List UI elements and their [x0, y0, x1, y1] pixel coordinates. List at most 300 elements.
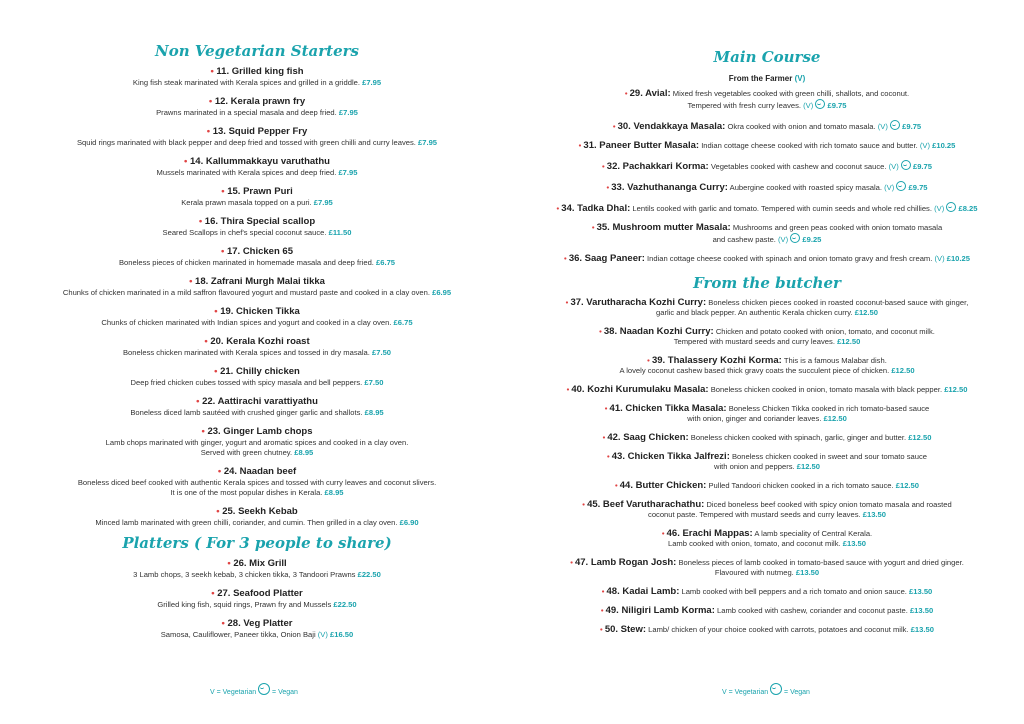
bullet-icon: •: [606, 452, 612, 461]
description-text: Lamb chops marinated with ginger, yogurt and aromatic spices and cooked in a clay oven.: [105, 438, 409, 447]
item-name: 17. Chicken 65: [226, 246, 293, 257]
item-description: [12, 448, 502, 458]
menu-item: [522, 606, 1012, 616]
spacer: [12, 358, 502, 366]
description-text: Samosa, Cauliflower, Paneer tikka, Onion Baji: [160, 630, 316, 639]
item-description: [12, 438, 502, 448]
item-name: 38. Naadan Kozhi Curry:: [603, 326, 714, 337]
item-name-line: [12, 588, 502, 600]
bullet-icon: •: [602, 433, 608, 442]
description-text: Seared Scallops in chef's special coconut sauce.: [162, 228, 327, 237]
menu-item: [522, 327, 1012, 347]
item-price: £12.50: [837, 337, 861, 346]
butcher-title: From the butcher: [693, 274, 841, 292]
description-text: Lamb cooked with cashew, coriander and coconut paste.: [717, 606, 908, 615]
description-text: Lentils cooked with garlic and tomato. Tempered with cumin seeds and whole red chillies.: [632, 204, 932, 213]
item-price: £9.75: [902, 122, 922, 131]
description-text: coconut paste. Tempered with mustard seeds and curry leaves.: [648, 510, 861, 519]
item-price: £13.50: [910, 625, 934, 634]
description-text: Mushrooms and green peas cooked with onion tomato masala: [732, 223, 943, 232]
spacer: [12, 118, 502, 126]
menu-item: [12, 156, 502, 178]
description-text: Indian cottage cheese cooked with rich tomato sauce and butter.: [701, 141, 918, 150]
item-description: [12, 408, 502, 418]
bullet-icon: •: [556, 204, 562, 213]
spacer: [12, 298, 502, 306]
bullet-icon: •: [201, 426, 208, 437]
vegan-icon: [946, 202, 956, 212]
description-text: Lamb cooked with onion, tomato, and coconut milk.: [667, 539, 841, 548]
menu-item: [12, 618, 502, 640]
veg-mark: (V): [877, 122, 888, 131]
item-description: [522, 366, 1012, 376]
description-text: Boneless chicken marinated with Kerala spices and tossed in dry masala.: [122, 348, 370, 357]
item-price: £8.95: [294, 448, 314, 457]
bullet-icon: •: [606, 183, 612, 192]
bullet-icon: •: [227, 558, 234, 569]
menu-item: [522, 89, 1012, 111]
description-text: Grilled king fish, squid rings, Prawn fry and Mussels: [157, 600, 332, 609]
item-price: £13.50: [795, 568, 820, 577]
item-name: 32. Pachakkari Korma:: [606, 161, 709, 172]
item-price: £12.50: [895, 481, 919, 490]
item-description: [522, 337, 1012, 347]
vegan-icon: [790, 233, 800, 243]
item-name: 31. Paneer Butter Masala:: [583, 140, 700, 151]
menu-item: [12, 506, 502, 528]
spacer: [522, 318, 1012, 327]
vegan-icon: [258, 683, 270, 695]
item-description: [522, 385, 1012, 395]
description-text: Boneless pieces of chicken marinated in homemade masala and deep fried.: [118, 258, 374, 267]
menu-item: [522, 587, 1012, 597]
spacer: [522, 520, 1012, 529]
bullet-icon: •: [217, 466, 224, 477]
item-price: £12.50: [823, 414, 847, 423]
item-name-line: [12, 506, 502, 518]
starters-title: Non Vegetarian Starters: [155, 42, 359, 60]
platters-list: [12, 558, 502, 640]
item-description: [12, 138, 502, 148]
item-name: 50. Stew:: [604, 624, 647, 635]
description-text: Vegetables cooked with cashew and coconut sauce.: [710, 162, 887, 171]
spacer: [522, 424, 1012, 433]
item-name: 48. Kadai Lamb:: [606, 586, 680, 597]
bullet-icon: •: [566, 385, 572, 394]
item-description: [522, 327, 1012, 337]
item-price: £7.95: [338, 108, 358, 117]
vegan-icon: [815, 99, 825, 109]
item-name-line: [12, 156, 502, 168]
vegan-icon: [770, 683, 782, 695]
description-text: A lovely coconut cashew based thick gravy coats the succulent piece of chicken.: [619, 366, 890, 375]
spacer: [522, 443, 1012, 452]
description-text: Kerala prawn masala topped on a puri.: [181, 198, 312, 207]
item-description: [522, 254, 1012, 264]
starters-list: [12, 66, 502, 528]
bullet-icon: •: [614, 481, 620, 490]
item-name: 27. Seafood Platter: [217, 588, 303, 599]
spacer: [12, 388, 502, 396]
item-name: 49. Niligiri Lamb Korma:: [605, 605, 715, 616]
item-name: 47. Lamb Rogan Josh:: [574, 557, 677, 568]
menu-item: [12, 558, 502, 580]
item-description: [12, 630, 502, 640]
description-text: Flavoured with nutmeg.: [714, 568, 794, 577]
item-name: 15. Prawn Puri: [227, 186, 293, 197]
description-text: Lamb cooked with bell peppers and a rich tomato and onion sauce.: [681, 587, 907, 596]
item-name: 42. Saag Chicken:: [607, 432, 689, 443]
item-name: 24. Naadan beef: [223, 466, 297, 477]
veg-mark: (V): [317, 630, 328, 639]
bullet-icon: •: [184, 156, 191, 167]
veg-mark: (V): [803, 101, 814, 110]
item-name: 29. Avial:: [629, 88, 671, 99]
bullet-icon: •: [221, 618, 228, 629]
item-description: [522, 587, 1012, 597]
item-name: 41. Chicken Tikka Masala:: [609, 403, 727, 414]
spacer: [12, 580, 502, 588]
description-text: Chunks of chicken marinated in a mild saffron flavoured yogurt and mustard paste and cooked in a clay oven.: [62, 288, 430, 297]
description-text: Boneless chicken cooked in onion, tomato masala with black pepper.: [710, 385, 943, 394]
item-name: 28. Veg Platter: [227, 618, 293, 629]
item-name: 25. Seekh Kebab: [222, 506, 298, 517]
bullet-icon: •: [214, 306, 221, 317]
description-text: with onion, ginger and coriander leaves.: [687, 414, 822, 423]
description-text: Aubergine cooked with roasted spicy masala.: [729, 183, 883, 192]
bullet-icon: •: [208, 96, 215, 107]
item-name: 44. Butter Chicken:: [619, 480, 707, 491]
veg-mark: (V): [884, 183, 895, 192]
bullet-icon: •: [604, 404, 610, 413]
item-price: £7.95: [313, 198, 333, 207]
item-description: [522, 202, 1012, 214]
description-text: Pulled Tandoori chicken cooked in a rich tomato sauce.: [708, 481, 894, 490]
item-description: [522, 539, 1012, 549]
menu-item: [522, 529, 1012, 549]
spacer: [522, 472, 1012, 481]
item-price: £6.90: [399, 518, 419, 527]
spacer: [522, 172, 1012, 181]
item-description: [522, 233, 1012, 245]
item-name: 23. Ginger Lamb chops: [207, 426, 313, 437]
item-price: £12.50: [944, 385, 968, 394]
bullet-icon: •: [204, 336, 211, 347]
item-price: £7.95: [362, 78, 382, 87]
bullet-icon: •: [211, 588, 218, 599]
item-description: [522, 606, 1012, 616]
description-text: This is a famous Malabar dish.: [783, 356, 887, 365]
item-description: [522, 529, 1012, 539]
item-price: £7.95: [418, 138, 438, 147]
spacer: [522, 151, 1012, 160]
description-text: Boneless diced beef cooked with authentic Kerala spices and tossed with curry leaves and coconut slivers.: [77, 478, 437, 487]
item-name-line: [12, 96, 502, 108]
menu-item: [12, 216, 502, 238]
bullet-icon: •: [612, 122, 618, 131]
item-description: [522, 223, 1012, 233]
left-legend: [210, 683, 298, 696]
item-description: [12, 288, 502, 298]
menu-item: [522, 625, 1012, 635]
item-name: 30. Vendakkaya Masala:: [617, 121, 726, 132]
item-description: [522, 141, 1012, 151]
spacer: [12, 208, 502, 216]
bullet-icon: •: [216, 506, 223, 517]
item-name-line: [12, 246, 502, 258]
item-name-line: [12, 426, 502, 438]
menu-item: [522, 120, 1012, 132]
spacer: [12, 148, 502, 156]
item-name: 39. Thalassery Kozhi Korma:: [651, 355, 782, 366]
item-description: [12, 478, 502, 488]
item-price: £6.75: [393, 318, 413, 327]
right-legend: [722, 683, 810, 696]
menu-item: [12, 186, 502, 208]
spacer: [522, 395, 1012, 404]
legend-v-text: V = Vegetarian: [210, 689, 257, 696]
spacer: [12, 328, 502, 336]
menu-item: [522, 202, 1012, 214]
item-description: [12, 258, 502, 268]
item-name: 40. Kozhi Kurumulaku Masala:: [571, 384, 709, 395]
menu-item: [522, 223, 1012, 245]
veg-mark: (V): [919, 141, 930, 150]
menu-item: [522, 404, 1012, 424]
legend-vegan-text: = Vegan: [784, 689, 810, 696]
item-description: [522, 433, 1012, 443]
menu-item: [522, 298, 1012, 318]
menu-item: [12, 336, 502, 358]
item-description: [522, 99, 1012, 111]
item-name-line: [12, 216, 502, 228]
item-price: £10.25: [946, 254, 970, 263]
item-price: £22.50: [333, 600, 357, 609]
item-description: [522, 120, 1012, 132]
item-name: 11. Grilled king fish: [216, 66, 304, 77]
legend-vegan-text: = Vegan: [272, 689, 298, 696]
description-text: Okra cooked with onion and tomato masala.: [727, 122, 876, 131]
menu-item: [522, 385, 1012, 395]
item-name-line: [12, 186, 502, 198]
description-text: Prawns marinated in a special masala and deep fried.: [156, 108, 337, 117]
main-course-title: Main Course: [713, 48, 821, 66]
item-description: [522, 625, 1012, 635]
bullet-icon: •: [600, 606, 606, 615]
veg-mark: (V): [934, 204, 945, 213]
description-text: Minced lamb marinated with green chilli, coriander, and cumin. Then grilled in a clay oven.: [95, 518, 398, 527]
menu-item: [522, 500, 1012, 520]
spacer: [522, 111, 1012, 120]
item-description: [12, 78, 502, 88]
platters-title: Platters ( For 3 people to share): [122, 534, 392, 552]
bullet-icon: •: [591, 223, 597, 232]
menu-item: [12, 126, 502, 148]
bullet-icon: •: [221, 186, 228, 197]
bullet-icon: •: [570, 558, 575, 567]
item-description: [522, 510, 1012, 520]
right-column: [522, 0, 1012, 635]
butcher-list: [522, 298, 1012, 635]
menu-item: [12, 426, 502, 458]
farmer-label: From the Farmer: [728, 74, 793, 83]
item-name: 20. Kerala Kozhi roast: [210, 336, 310, 347]
description-text: 3 Lamb chops, 3 seekh kebab, 3 chicken tikka, 3 Tandoori Prawns: [133, 570, 356, 579]
item-description: [522, 452, 1012, 462]
vegan-icon: [890, 120, 900, 130]
item-name: 18. Zafrani Murgh Malai tikka: [195, 276, 325, 287]
bullet-icon: •: [210, 66, 217, 77]
item-price: £16.50: [330, 630, 354, 639]
spacer: [12, 178, 502, 186]
menu-item: [12, 588, 502, 610]
item-price: £7.50: [372, 348, 392, 357]
farmer-subheading: [522, 74, 1012, 83]
menu-item: [522, 254, 1012, 264]
item-description: [12, 168, 502, 178]
item-price: £9.75: [827, 101, 847, 110]
item-price: £10.25: [932, 141, 956, 150]
bullet-icon: •: [564, 254, 569, 263]
item-description: [522, 500, 1012, 510]
item-price: £22.50: [357, 570, 381, 579]
bullet-icon: •: [582, 500, 588, 509]
description-text: Boneless chicken pieces cooked in roasted coconut-based sauce with ginger,: [708, 298, 969, 307]
spacer: [12, 418, 502, 426]
item-description: [12, 198, 502, 208]
item-price: £6.75: [376, 258, 396, 267]
item-description: [522, 481, 1012, 491]
bullet-icon: •: [221, 246, 227, 257]
description-text: Mussels marinated with Kerala spices and deep fried.: [156, 168, 337, 177]
bullet-icon: •: [647, 356, 652, 365]
description-text: Tempered with fresh curry leaves.: [687, 101, 801, 110]
item-price: £12.50: [854, 308, 878, 317]
item-name: 19. Chicken Tikka: [220, 306, 300, 317]
item-description: [12, 348, 502, 358]
menu-item: [12, 276, 502, 298]
description-text: Served with green chutney.: [200, 448, 293, 457]
item-description: [522, 181, 1012, 193]
menu-item: [522, 481, 1012, 491]
item-description: [12, 318, 502, 328]
item-description: [522, 568, 1012, 578]
item-description: [522, 89, 1012, 99]
bullet-icon: •: [206, 126, 213, 137]
item-price: £13.50: [862, 510, 886, 519]
item-name-line: [12, 66, 502, 78]
item-price: £7.50: [364, 378, 384, 387]
item-name: 21. Chilly chicken: [220, 366, 300, 377]
bullet-icon: •: [196, 396, 203, 407]
menu-item: [522, 181, 1012, 193]
menu-item: [12, 246, 502, 268]
description-text: Tempered with mustard seeds and curry leaves.: [673, 337, 835, 346]
spacer: [12, 610, 502, 618]
item-name-line: [12, 336, 502, 348]
item-price: £12.50: [796, 462, 820, 471]
item-name: 43. Chicken Tikka Jalfrezi:: [611, 451, 730, 462]
item-name-line: [12, 618, 502, 630]
spacer: [12, 268, 502, 276]
item-description: [12, 378, 502, 388]
bullet-icon: •: [602, 162, 607, 171]
item-price: £12.50: [908, 433, 932, 442]
bullet-icon: •: [599, 327, 604, 336]
bullet-icon: •: [214, 366, 221, 377]
bullet-icon: •: [624, 89, 630, 98]
item-price: £8.25: [958, 204, 978, 213]
item-name-line: [12, 466, 502, 478]
item-name: 35. Mushroom mutter Masala:: [596, 222, 731, 233]
menu-item: [12, 96, 502, 118]
item-name: 36. Saag Paneer:: [568, 253, 645, 264]
menu-item: [522, 452, 1012, 472]
item-name: 46. Erachi Mappas:: [666, 528, 753, 539]
item-name: 37. Varutharacha Kozhi Curry:: [570, 297, 707, 308]
description-text: Boneless chicken cooked with spinach, garlic, ginger and butter.: [690, 433, 907, 442]
description-text: Squid rings marinated with black pepper and deep fried and tossed with green chilli and curry leaves.: [76, 138, 416, 147]
item-description: [12, 108, 502, 118]
item-description: [12, 570, 502, 580]
menu-item: [12, 466, 502, 498]
description-text: It is one of the most popular dishes in Kerala.: [170, 488, 323, 497]
vegan-icon: [896, 181, 906, 191]
item-description: [522, 404, 1012, 414]
spacer: [12, 458, 502, 466]
veg-mark: (V): [934, 254, 945, 263]
description-text: Chicken and potato cooked with onion, tomato, and coconut milk.: [715, 327, 935, 336]
spacer: [522, 578, 1012, 587]
item-name-line: [12, 396, 502, 408]
item-name: 13. Squid Pepper Fry: [212, 126, 308, 137]
item-name-line: [12, 126, 502, 138]
description-text: with onion and peppers.: [714, 462, 795, 471]
item-price: £6.95: [432, 288, 452, 297]
item-description: [522, 308, 1012, 318]
item-name: 14. Kallummakkayu varuthathu: [190, 156, 330, 167]
item-description: [12, 518, 502, 528]
item-price: £9.75: [908, 183, 928, 192]
item-price: £7.95: [338, 168, 358, 177]
description-text: Boneless diced lamb sautéed with crushed ginger garlic and shallots.: [130, 408, 363, 417]
spacer: [522, 597, 1012, 606]
item-description: [522, 414, 1012, 424]
farmer-list: [522, 89, 1012, 264]
menu-item: [522, 433, 1012, 443]
item-price: £13.50: [909, 606, 934, 615]
item-price: £8.95: [364, 408, 384, 417]
item-name: 26. Mix Grill: [233, 558, 287, 569]
description-text: Boneless Chicken Tikka cooked in rich tomato-based sauce: [728, 404, 930, 413]
menu-item: [522, 356, 1012, 376]
item-description: [12, 488, 502, 498]
farmer-veg-mark: (V): [794, 74, 806, 83]
bullet-icon: •: [565, 298, 571, 307]
item-price: £9.75: [912, 162, 932, 171]
description-text: King fish steak marinated with Kerala spices and grilled in a griddle.: [132, 78, 360, 87]
spacer: [12, 88, 502, 96]
item-description: [522, 160, 1012, 172]
menu-item: [522, 558, 1012, 578]
item-name: 45. Beef Varutharachathu:: [587, 499, 705, 510]
description-text: A lamb speciality of Central Kerala.: [754, 529, 873, 538]
bullet-icon: •: [198, 216, 205, 227]
description-text: and cashew paste.: [712, 235, 776, 244]
item-name: 12. Kerala prawn fry: [214, 96, 306, 107]
veg-mark: (V): [778, 235, 789, 244]
item-name-line: [12, 366, 502, 378]
